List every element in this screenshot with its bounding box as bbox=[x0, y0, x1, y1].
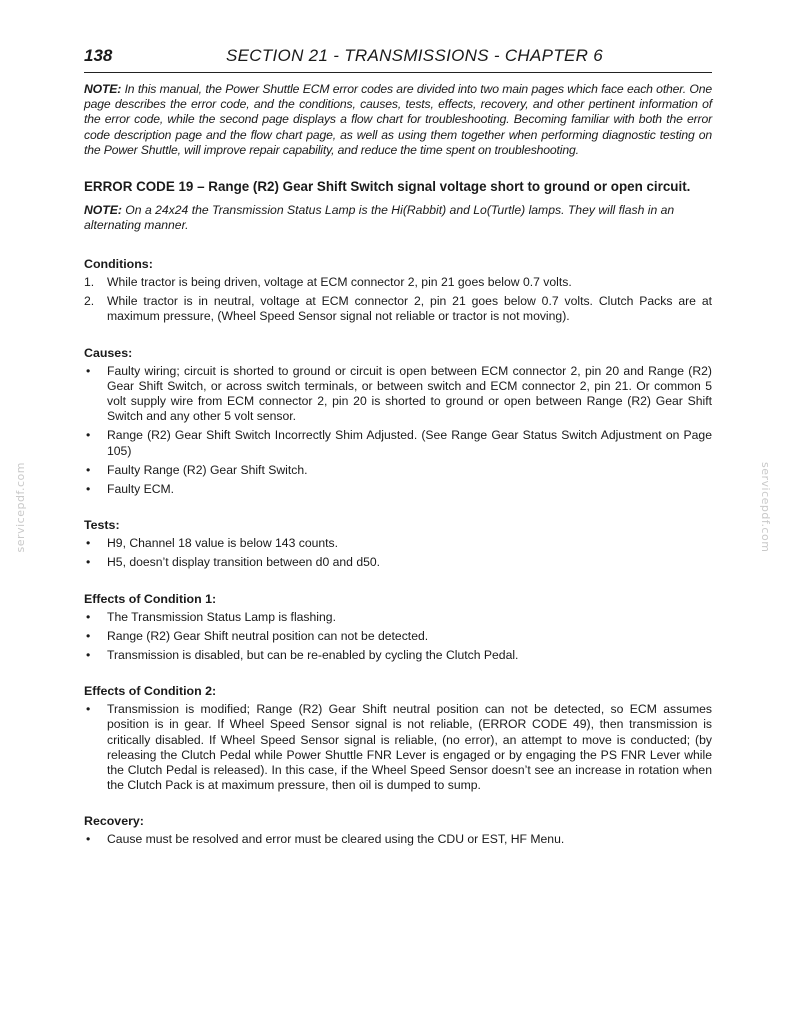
conditions-heading: Conditions: bbox=[84, 256, 153, 271]
list-item bbox=[84, 536, 712, 551]
list-item bbox=[84, 555, 712, 570]
list-item-text: Transmission is modified; Range (R2) Gear Shift neutral position can not be detected, so ECM assumes position is in gear. If Wheel Speed Sensor signal is not reliable, (ERROR CODE 49), then transmission is critically disabled. If Wheel Speed Sensor signal is reliable, (no error), an attempt to move is conducted; (by releasing the Clutch Pedal while Power Shuttle FNR Lever is engaged or by engaging the PS FNR Lever while the Clutch Pedal is released). In this case, if the Wheel Speed Sensor doesn’t see an increase in rotation when the Clutch Pack is at maximum pressure, then oil is dumped to sump. bbox=[107, 702, 712, 793]
list-item bbox=[84, 294, 712, 324]
list-item bbox=[84, 275, 712, 290]
list-item bbox=[84, 702, 712, 793]
list-item-text: Range (R2) Gear Shift Switch Incorrectly Shim Adjusted. (See Range Gear Status Switch Adjustment on Page 105) bbox=[107, 428, 712, 458]
error-note-label: NOTE: bbox=[84, 202, 122, 217]
bullet-icon: • bbox=[86, 647, 91, 662]
list-item-text: Cause must be resolved and error must be cleared using the CDU or EST, HF Menu. bbox=[107, 832, 565, 847]
list-item-text: H5, doesn’t display transition between d0 and d50. bbox=[107, 555, 381, 570]
list-number: 2. bbox=[84, 294, 95, 309]
intro-note-text: In this manual, the Power Shuttle ECM error codes are divided into two main pages which face each other. One page describes the error code, and the conditions, causes, tests, effects, recovery, and other pertinent information of the error code, while the second page displays a flow chart for troubleshooting. Becoming familiar with both the error code description page and the flow chart page, as well as using them together when performing diagnostic testing on the Power Shuttle, will improve repair capability, and reduce the time spent on troubleshooting. bbox=[84, 82, 712, 157]
bullet-icon: • bbox=[86, 481, 91, 496]
causes-heading: Causes: bbox=[84, 345, 133, 360]
list-item bbox=[84, 648, 712, 663]
bullet-icon: • bbox=[86, 628, 91, 643]
bullet-icon: • bbox=[86, 832, 91, 847]
error-note bbox=[84, 203, 712, 233]
list-item-text: Faulty Range (R2) Gear Shift Switch. bbox=[107, 462, 308, 477]
recovery-heading: Recovery: bbox=[84, 814, 144, 829]
list-item bbox=[84, 463, 712, 478]
list-item bbox=[84, 629, 712, 644]
list-item bbox=[84, 364, 712, 425]
page-number: 138 bbox=[84, 46, 113, 65]
list-item bbox=[84, 482, 712, 497]
intro-note-label: NOTE: bbox=[84, 82, 122, 96]
section-title: SECTION 21 - TRANSMISSIONS - CHAPTER 6 bbox=[226, 46, 603, 65]
list-item-text: While tractor is in neutral, voltage at ECM connector 2, pin 21 goes below 0.7 volts. Clutch Packs are at maximum pressure, (Wheel Speed Sensor signal not reliable or tractor is not moving). bbox=[107, 294, 712, 324]
bullet-icon: • bbox=[86, 702, 91, 717]
causes-section bbox=[84, 346, 712, 498]
effects-condition-1-heading: Effects of Condition 1: bbox=[84, 591, 217, 606]
bullet-icon: • bbox=[86, 462, 91, 477]
effects-condition-1-section bbox=[84, 592, 712, 664]
list-number: 1. bbox=[84, 274, 95, 289]
causes-list bbox=[84, 364, 712, 498]
list-item-text: Transmission is disabled, but can be re-enabled by cycling the Clutch Pedal. bbox=[107, 647, 519, 662]
conditions-list bbox=[84, 275, 712, 325]
effects-condition-2-heading: Effects of Condition 2: bbox=[84, 684, 217, 699]
recovery-section bbox=[84, 814, 712, 847]
page-content bbox=[84, 82, 712, 852]
list-item-text: While tractor is being driven, voltage at ECM connector 2, pin 21 goes below 0.7 volts. bbox=[107, 274, 572, 289]
bullet-icon: • bbox=[86, 609, 91, 624]
list-item bbox=[84, 428, 712, 458]
watermark-left: servicepdf.com bbox=[14, 462, 27, 553]
recovery-list bbox=[84, 832, 712, 847]
effects-condition-1-list bbox=[84, 610, 712, 664]
bullet-icon: • bbox=[86, 536, 91, 551]
page-header bbox=[84, 44, 712, 73]
effects-condition-2-section bbox=[84, 684, 712, 793]
bullet-icon: • bbox=[86, 555, 91, 570]
error-note-text: On a 24x24 the Transmission Status Lamp is the Hi(Rabbit) and Lo(Turtle) lamps. They will flash in an alternating manner. bbox=[84, 202, 675, 232]
bullet-icon: • bbox=[86, 363, 91, 378]
list-item bbox=[84, 832, 712, 847]
tests-section bbox=[84, 518, 712, 570]
list-item bbox=[84, 610, 712, 625]
list-item-text: H9, Channel 18 value is below 143 counts. bbox=[107, 536, 339, 551]
list-item-text: Faulty ECM. bbox=[107, 481, 175, 496]
tests-heading: Tests: bbox=[84, 518, 120, 533]
list-item-text: Range (R2) Gear Shift neutral position can not be detected. bbox=[107, 628, 429, 643]
tests-list bbox=[84, 536, 712, 570]
watermark-right: servicepdf.com bbox=[759, 462, 772, 553]
error-code-title: ERROR CODE 19 – Range (R2) Gear Shift Switch signal voltage short to ground or open circuit. bbox=[84, 179, 691, 195]
list-item-text: The Transmission Status Lamp is flashing. bbox=[107, 609, 336, 624]
list-item-text: Faulty wiring; circuit is shorted to ground or circuit is open between ECM connector 2, pin 20 and Range (R2) Gear Shift Switch, or across switch terminals, or between switch and ECM connector 2, pin 21. Or common 5 volt supply wire from ECM connector 2, pin 20 is shorted to ground or open between Range (R2) Gear Shift Switch and any other 5 volt sensor. bbox=[107, 363, 712, 424]
bullet-icon: • bbox=[86, 428, 91, 443]
intro-note bbox=[84, 82, 712, 158]
effects-condition-2-list bbox=[84, 702, 712, 793]
conditions-section bbox=[84, 257, 712, 325]
